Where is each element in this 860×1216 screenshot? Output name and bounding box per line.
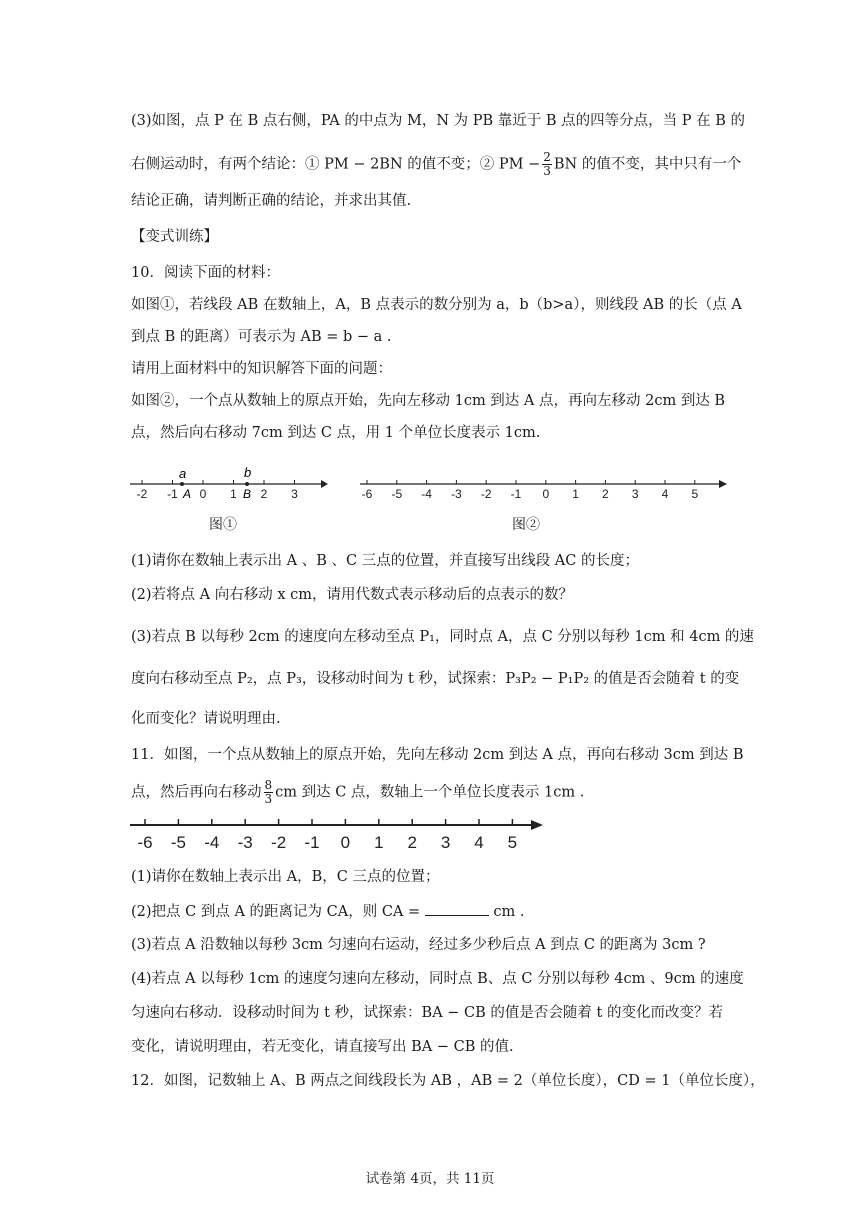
fig1-a-label: a	[179, 466, 187, 481]
tick-label: 3	[631, 487, 639, 501]
q12-line1: 12．如图，记数轴上 A、B 两点之间线段长为 AB ，AB = 2（单位长度），CD = 1（单位长度），	[131, 1073, 765, 1089]
tick-label: -4	[421, 487, 432, 501]
tick-label: -3	[237, 833, 253, 852]
fig1-B-label: B	[243, 487, 252, 501]
tick-label: 4	[661, 487, 669, 501]
q10-part2: (2)若将点 A 向右移动 x cm，请用代数式表示移动后的点表示的数？	[131, 587, 573, 603]
tick-label: 5	[507, 833, 518, 852]
fig1-A-label: A	[183, 487, 192, 501]
fig2-ticks	[362, 480, 699, 501]
tick-label: 0	[542, 487, 550, 501]
tick-label: 0	[340, 833, 351, 852]
q9-part3-line3: 结论正确，请判断正确的结论，并求出其值.	[131, 193, 412, 209]
tick-label: -2	[480, 487, 492, 501]
q10-line3: 到点 B 的距离）可表示为 AB = b − a .	[131, 329, 392, 345]
number-line-figure-2	[355, 463, 735, 507]
fig2-caption: 图②	[512, 516, 540, 532]
q9-line2-text-b: BN 的值不变，其中只有一个	[553, 156, 742, 173]
q10-part3-line3: 化而变化？请说明理由.	[131, 711, 281, 727]
q11-line1: 11．如图，一个点从数轴上的原点开始，先向左移动 2cm 到达 A 点，再向右移动 3cm 到达 B	[131, 747, 744, 763]
q10-part3-line1: (3)若点 B 以每秒 2cm 的速度向左移动至点 P₁，同时点 A，点 C 分别以每秒 1cm 和 4cm 的速	[131, 629, 754, 645]
q11-line2-text-b: cm 到达 C 点，数轴上一个单位长度表示 1cm .	[275, 784, 585, 801]
tick-label: 5	[691, 487, 699, 501]
q10-line5: 如图②，一个点从数轴上的原点开始，先向左移动 1cm 到达 A 点，再向左移动 2cm 到达 B	[131, 393, 726, 409]
q11-part4-line3: 变化，请说明理由，若无变化，请直接写出 BA − CB 的值.	[131, 1039, 514, 1055]
tick-label: -1	[167, 487, 178, 501]
fig1-caption: 图①	[209, 516, 237, 532]
tick-label: 2	[260, 487, 268, 501]
tick-label: -4	[204, 833, 220, 852]
fraction-denominator: 3	[543, 164, 551, 178]
q11-part1: (1)请你在数轴上表示出 A，B，C 三点的位置；	[131, 869, 440, 885]
tick-label: -2	[271, 833, 287, 852]
tick-label: -5	[391, 487, 403, 501]
tick-label: 1	[572, 487, 579, 501]
q11-line2	[131, 779, 584, 806]
q10-part3-line2: 度向右移动至点 P₂，点 P₃，设移动时间为 t 秒，试探索：P₃P₂ − P₁P₂ 的值是否会随着 t 的变	[131, 671, 740, 687]
fig1-ticks	[137, 480, 298, 501]
answer-blank[interactable]	[425, 901, 489, 916]
q10-line1: 10．阅读下面的材料：	[131, 265, 280, 281]
q9-part3-line2	[131, 151, 741, 178]
fraction-denominator: 3	[264, 792, 273, 806]
section-title: 【变式训练】	[131, 229, 218, 245]
q9-part3-line1: (3)如图，点 P 在 B 点右侧，PA 的中点为 M，N 为 PB 靠近于 B 点的四等分点，当 P 在 B 的	[131, 113, 745, 129]
tick-label: 4	[474, 833, 484, 852]
tick-label: 2	[602, 487, 609, 501]
q11-part4-line1: (4)若点 A 以每秒 1cm 的速度匀速向左移动，同时点 B、点 C 分别以每秒 4cm 、9cm 的速度	[131, 971, 744, 987]
q11-ticks	[137, 819, 517, 852]
tick-label: 1	[230, 487, 237, 501]
fraction-numerator: 8	[264, 778, 273, 792]
tick-label: 0	[199, 487, 207, 501]
fraction-two-thirds	[542, 151, 552, 178]
tick-label: 2	[407, 833, 417, 852]
tick-label: -5	[170, 833, 186, 852]
tick-label: -2	[136, 487, 148, 501]
fig1-point-a-dot	[180, 482, 184, 486]
q10-line6: 点，然后向右移动 7cm 到达 C 点，用 1 个单位长度表示 1cm.	[131, 425, 541, 441]
tick-label: 1	[374, 833, 384, 852]
tick-label: -6	[361, 487, 373, 501]
page-footer: 试卷第 4页，共 11页	[365, 1171, 495, 1187]
fraction-eight-thirds	[264, 779, 274, 806]
number-line-q11	[125, 812, 555, 856]
tick-label: 3	[291, 487, 298, 501]
tick-label: -6	[137, 833, 153, 852]
q11-part3: (3)若点 A 沿数轴以每秒 3cm 匀速向右运动，经过多少秒后点 A 到点 C 的距离为 3cm ?	[131, 937, 706, 953]
q11-part2-text-b: cm .	[493, 904, 525, 920]
q11-part2-text-a: (2)把点 C 到点 A 的距离记为 CA，则 CA =	[131, 904, 421, 920]
tick-label: -1	[510, 487, 522, 501]
fig1-b-label: b	[244, 465, 252, 480]
q10-part1: (1)请你在数轴上表示出 A 、B 、C 三点的位置，并直接写出线段 AC 的长度；	[131, 553, 639, 569]
number-line-figure-1	[125, 463, 335, 507]
q10-line4: 请用上面材料中的知识解答下面的问题：	[131, 361, 392, 377]
tick-label: -3	[451, 487, 462, 501]
q10-line2: 如图①，若线段 AB 在数轴上，A，B 点表示的数分别为 a，b（b>a），则线段 AB 的长（点 A	[131, 297, 742, 313]
tick-label: 3	[440, 833, 451, 852]
fig1-point-b-dot	[245, 482, 249, 486]
q11-part4-line2: 匀速向右移动．设移动时间为 t 秒，试探索：BA − CB 的值是否会随着 t 的变化而改变？若	[131, 1005, 723, 1021]
tick-label: -1	[304, 833, 320, 852]
q11-part2	[131, 901, 524, 922]
fraction-numerator: 2	[543, 150, 551, 164]
q11-line2-text-a: 点，然后再向右移动	[131, 784, 262, 801]
q9-line2-text-a: 右侧运动时，有两个结论：① PM − 2BN 的值不变；② PM −	[131, 156, 541, 173]
